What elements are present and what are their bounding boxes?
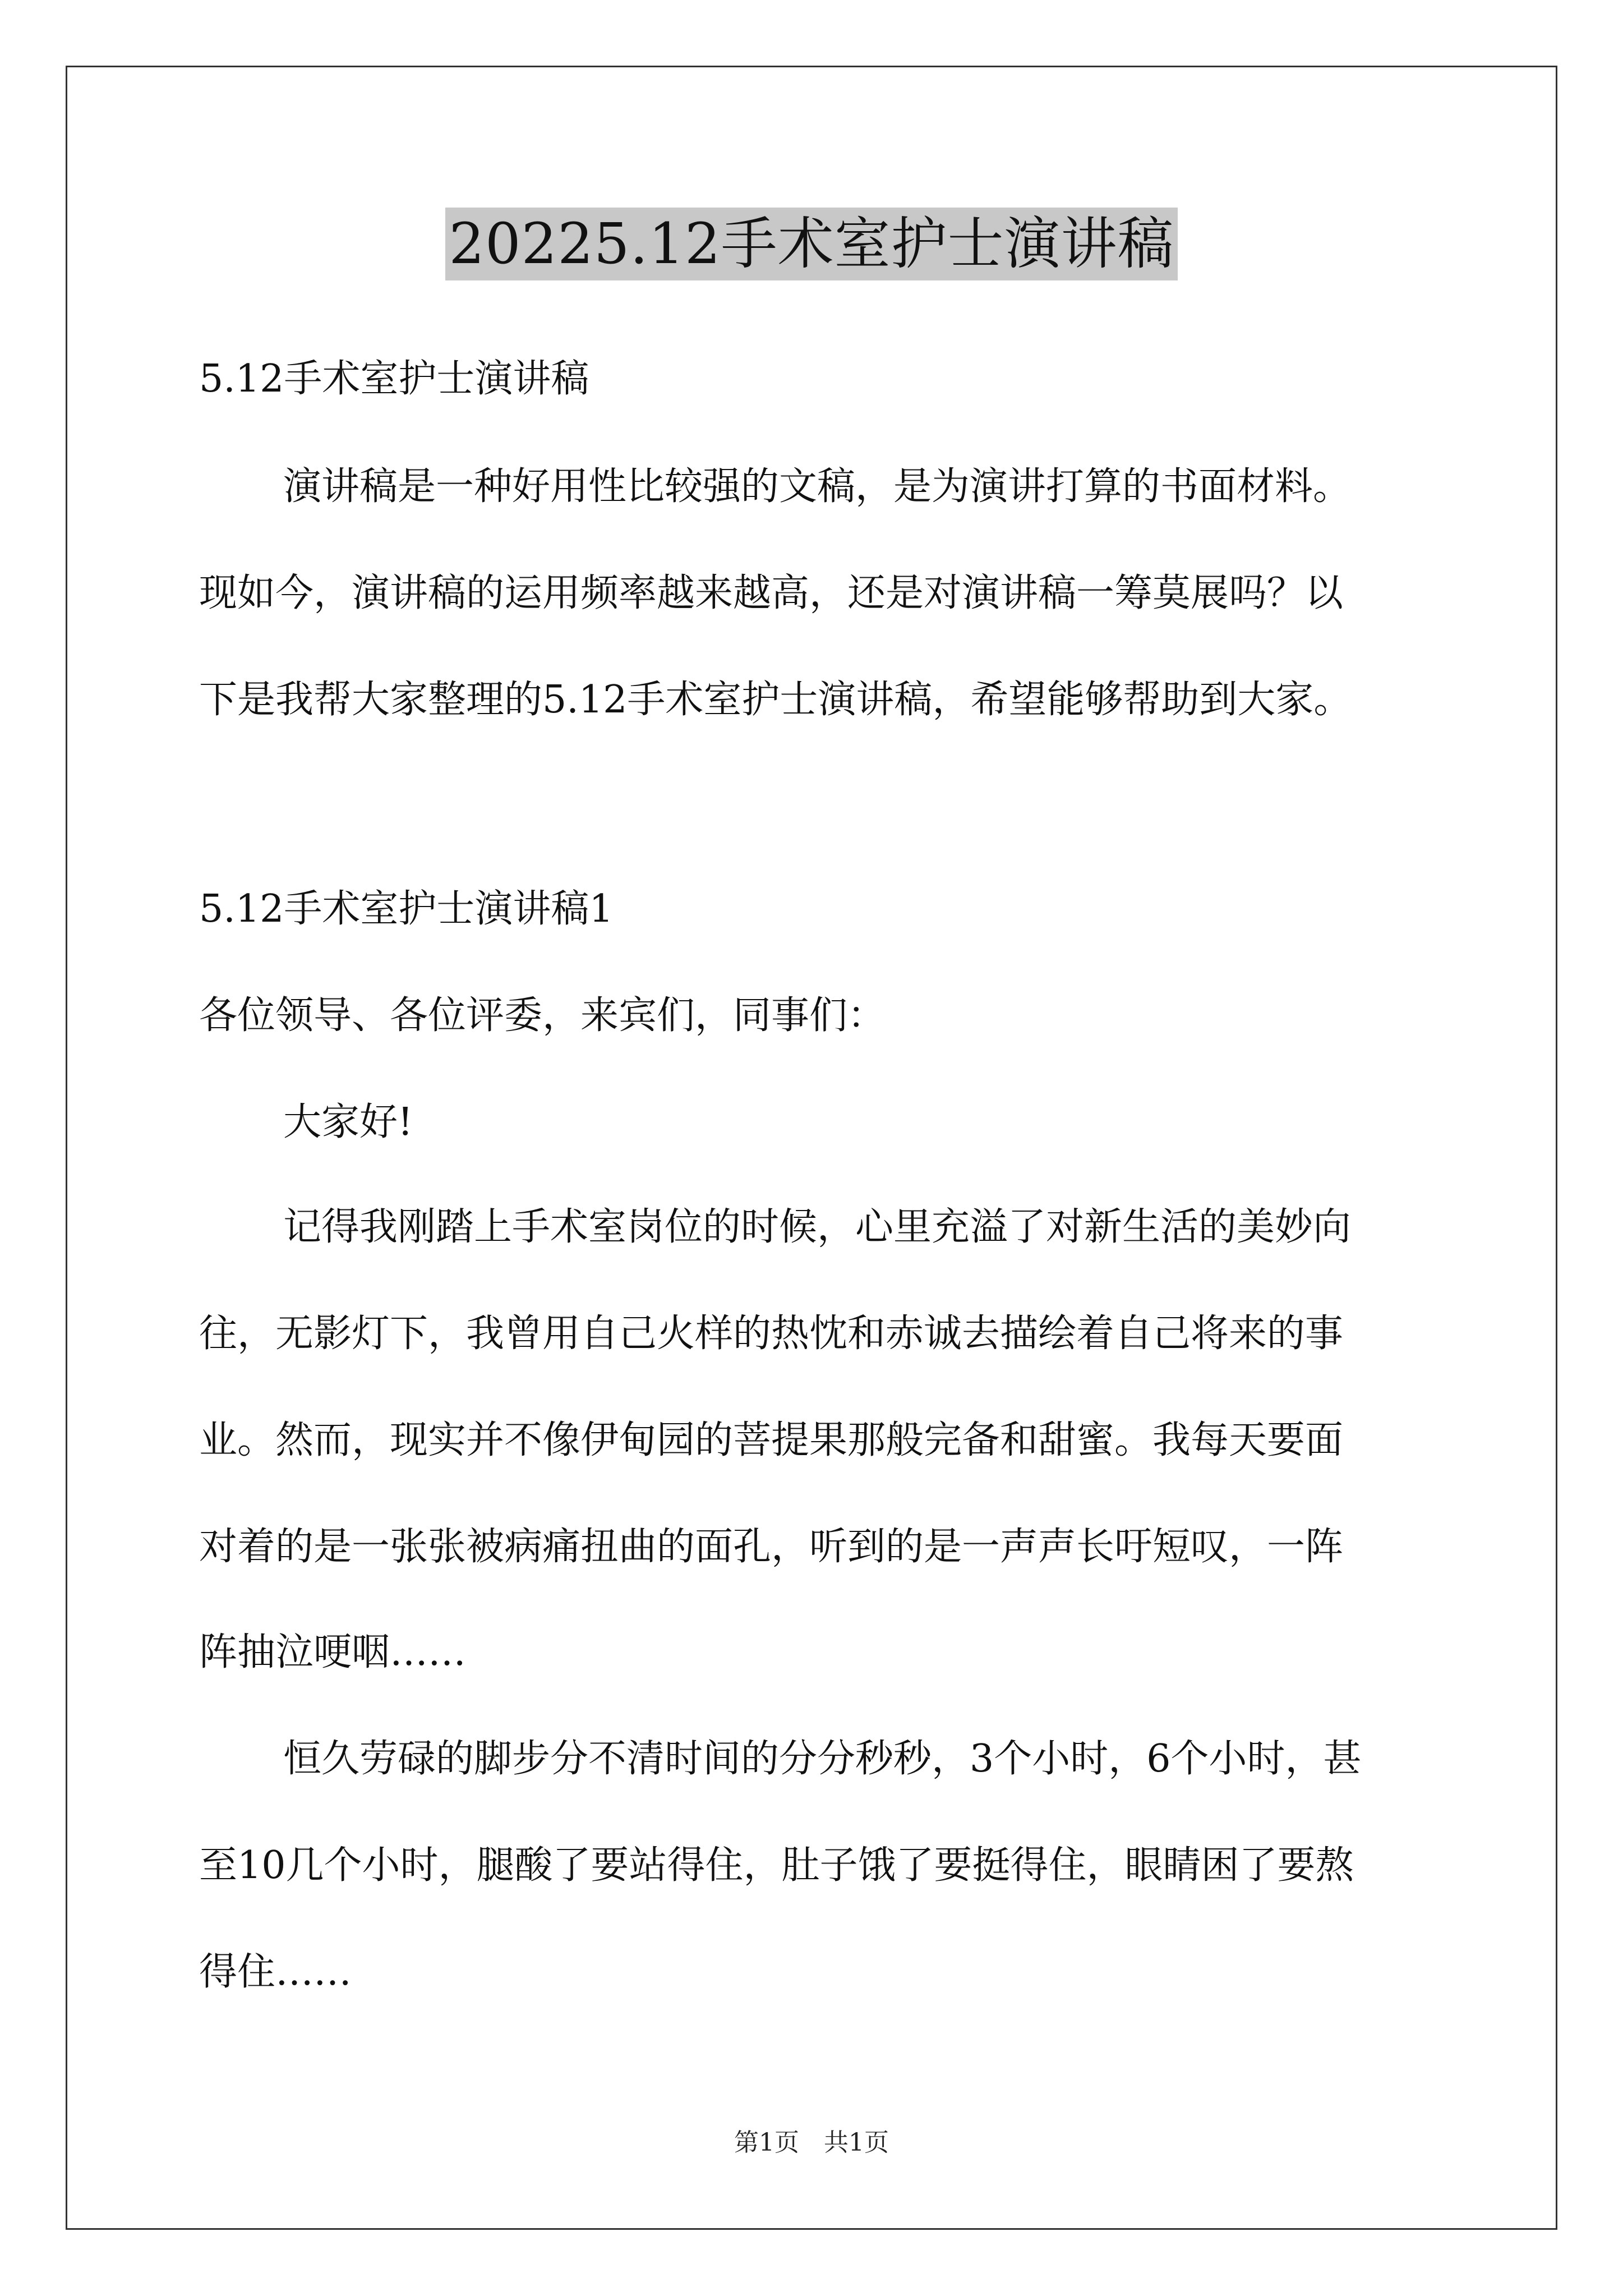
document-title: 20225.12手术室护士演讲稿 <box>445 208 1177 280</box>
paragraph1-line-5: 阵抽泣哽咽…… <box>199 1630 467 1674</box>
intro-line-2: 现如今，演讲稿的运用频率越来越高，还是对演讲稿一筹莫展吗？以 <box>199 571 1344 615</box>
paragraph2-line-1: 恒久劳碌的脚步分不清时间的分分秒秒，3个小时，6个小时，甚 <box>283 1737 1362 1781</box>
greeting: 大家好! <box>283 1100 413 1144</box>
paragraph1-line-1: 记得我刚踏上手术室岗位的时候，心里充溢了对新生活的美妙向 <box>283 1205 1352 1249</box>
paragraph2-line-2: 至10几个小时，腿酸了要站得住，肚子饿了要挺得住，眼睛困了要熬 <box>199 1843 1354 1888</box>
paragraph1-line-2: 往，无影灯下，我曾用自己火样的热忱和赤诚去描绘着自己将来的事 <box>199 1312 1344 1356</box>
paragraph1-line-3: 业。然而，现实并不像伊甸园的菩提果那般完备和甜蜜。我每天要面 <box>199 1418 1344 1462</box>
intro-line-3: 下是我帮大家整理的5.12手术室护士演讲稿，希望能够帮助到大家。 <box>199 678 1352 722</box>
paragraph1-line-4: 对着的是一张张被病痛扭曲的面孔，听到的是一声声长吁短叹，一阵 <box>199 1525 1344 1569</box>
salutation: 各位领导、各位评委，来宾们，同事们： <box>199 993 886 1038</box>
paragraph2-line-3: 得住…… <box>199 1950 352 1994</box>
section-heading: 5.12手术室护士演讲稿1 <box>199 887 614 931</box>
subtitle: 5.12手术室护士演讲稿 <box>199 357 589 401</box>
intro-line-1: 演讲稿是一种好用性比较强的文稿，是为演讲打算的书面材料。 <box>283 464 1352 509</box>
title-container <box>0 208 1623 280</box>
page-number: 第1页 共1页 <box>734 2128 889 2157</box>
